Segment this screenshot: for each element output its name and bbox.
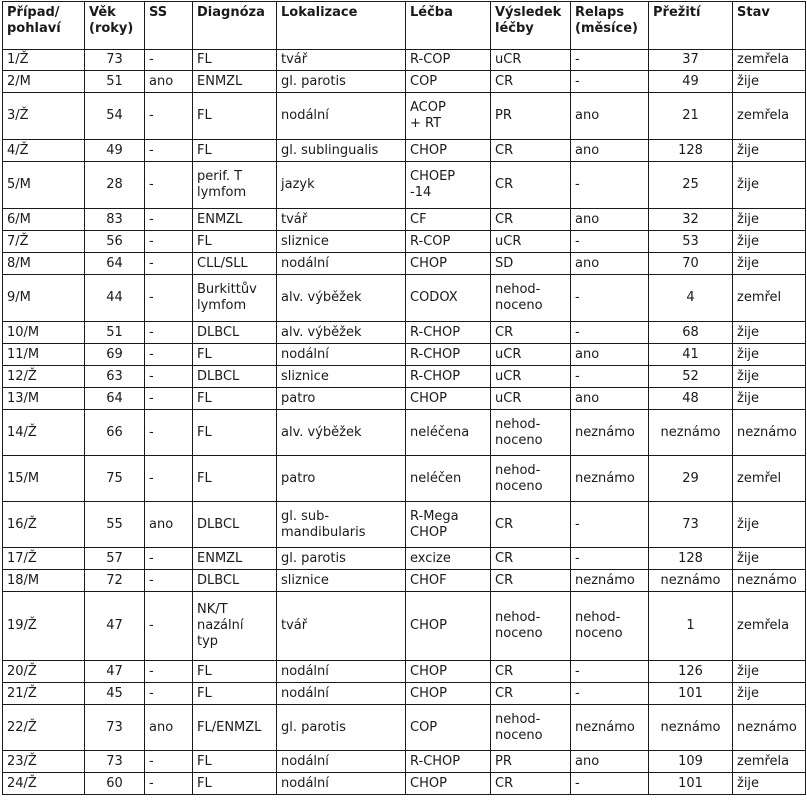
cell-age: 55 [85, 502, 145, 548]
cell-ss: - [145, 231, 193, 253]
cell-status: zemřela [733, 592, 806, 661]
cell-location: tvář [277, 592, 406, 661]
cell-survival: 126 [649, 661, 733, 683]
cell-status: zemřel [733, 456, 806, 502]
table-row [3, 773, 806, 795]
cell-result: CR [491, 773, 571, 795]
cell-ss: - [145, 253, 193, 275]
cell-ss: - [145, 93, 193, 140]
cell-age: 60 [85, 773, 145, 795]
cell-result: nehod- noceno [491, 456, 571, 502]
cell-survival: 128 [649, 140, 733, 162]
cell-relapse: - [571, 661, 649, 683]
cell-result: SD [491, 253, 571, 275]
cell-treatment: CODOX [406, 275, 491, 322]
cell-location: nodální [277, 661, 406, 683]
table-row [3, 231, 806, 253]
cell-age: 66 [85, 410, 145, 456]
cell-relapse: nehod- noceno [571, 592, 649, 661]
cell-case-sex: 13/M [3, 388, 85, 410]
cell-age: 54 [85, 93, 145, 140]
cell-location: nodální [277, 773, 406, 795]
cell-ss: - [145, 209, 193, 231]
cell-status: zemřela [733, 751, 806, 773]
column-header-diagnosis: Diagnóza [193, 2, 277, 50]
cell-diagnosis: FL [193, 773, 277, 795]
cell-result: uCR [491, 344, 571, 366]
table-row [3, 683, 806, 705]
cell-location: alv. výběžek [277, 410, 406, 456]
cell-relapse: - [571, 275, 649, 322]
cell-status: neznámo [733, 570, 806, 592]
cell-case-sex: 11/M [3, 344, 85, 366]
cell-age: 45 [85, 683, 145, 705]
cell-status: neznámo [733, 410, 806, 456]
cell-result: nehod- noceno [491, 275, 571, 322]
cell-location: gl. sublingualis [277, 140, 406, 162]
cell-location: sliznice [277, 231, 406, 253]
cell-relapse: - [571, 548, 649, 570]
cell-ss: - [145, 661, 193, 683]
patient-table [2, 1, 806, 795]
cell-status: zemřel [733, 275, 806, 322]
cell-ss: - [145, 751, 193, 773]
table-row [3, 322, 806, 344]
cell-case-sex: 18/M [3, 570, 85, 592]
cell-result: uCR [491, 366, 571, 388]
cell-survival: 37 [649, 50, 733, 71]
cell-result: uCR [491, 388, 571, 410]
cell-status: žije [733, 140, 806, 162]
cell-treatment: R-CHOP [406, 751, 491, 773]
cell-treatment: CHOP [406, 253, 491, 275]
cell-location: tvář [277, 50, 406, 71]
cell-relapse: ano [571, 344, 649, 366]
cell-relapse: - [571, 322, 649, 344]
cell-case-sex: 2/M [3, 71, 85, 93]
cell-relapse: neznámo [571, 456, 649, 502]
cell-age: 83 [85, 209, 145, 231]
table-row [3, 93, 806, 140]
cell-status: žije [733, 209, 806, 231]
cell-status: žije [733, 344, 806, 366]
cell-diagnosis: perif. T lymfom [193, 162, 277, 209]
cell-age: 47 [85, 592, 145, 661]
cell-result: PR [491, 93, 571, 140]
cell-location: nodální [277, 253, 406, 275]
cell-location: gl. parotis [277, 71, 406, 93]
cell-result: CR [491, 548, 571, 570]
cell-survival: 29 [649, 456, 733, 502]
cell-diagnosis: Burkittův lymfom [193, 275, 277, 322]
cell-survival: 48 [649, 388, 733, 410]
column-header-result: Výsledek léčby [491, 2, 571, 50]
table-row [3, 366, 806, 388]
cell-treatment: excize [406, 548, 491, 570]
cell-ss: - [145, 275, 193, 322]
cell-diagnosis: NK/T nazální typ [193, 592, 277, 661]
cell-status: žije [733, 71, 806, 93]
cell-result: CR [491, 140, 571, 162]
table-row [3, 751, 806, 773]
cell-case-sex: 5/M [3, 162, 85, 209]
cell-relapse: - [571, 50, 649, 71]
cell-case-sex: 16/Ž [3, 502, 85, 548]
cell-status: žije [733, 661, 806, 683]
cell-ss: ano [145, 71, 193, 93]
cell-ss: - [145, 366, 193, 388]
cell-result: nehod- noceno [491, 410, 571, 456]
cell-diagnosis: CLL/SLL [193, 253, 277, 275]
cell-status: žije [733, 253, 806, 275]
cell-age: 73 [85, 751, 145, 773]
cell-age: 47 [85, 661, 145, 683]
cell-status: žije [733, 683, 806, 705]
cell-age: 63 [85, 366, 145, 388]
cell-survival: 128 [649, 548, 733, 570]
cell-treatment: CHOP [406, 388, 491, 410]
cell-survival: neznámo [649, 570, 733, 592]
cell-case-sex: 1/Ž [3, 50, 85, 71]
table-body [3, 50, 806, 795]
cell-location: gl. sub- mandibularis [277, 502, 406, 548]
cell-age: 72 [85, 570, 145, 592]
cell-location: sliznice [277, 570, 406, 592]
cell-diagnosis: FL [193, 410, 277, 456]
cell-case-sex: 3/Ž [3, 93, 85, 140]
cell-survival: 41 [649, 344, 733, 366]
cell-case-sex: 6/M [3, 209, 85, 231]
column-header-ss: SS [145, 2, 193, 50]
cell-case-sex: 12/Ž [3, 366, 85, 388]
cell-age: 64 [85, 388, 145, 410]
cell-survival: 1 [649, 592, 733, 661]
table-row [3, 209, 806, 231]
cell-diagnosis: FL [193, 683, 277, 705]
cell-case-sex: 14/Ž [3, 410, 85, 456]
table-row [3, 661, 806, 683]
cell-survival: 21 [649, 93, 733, 140]
cell-age: 73 [85, 50, 145, 71]
cell-relapse: - [571, 231, 649, 253]
cell-location: nodální [277, 683, 406, 705]
cell-diagnosis: FL [193, 50, 277, 71]
cell-status: žije [733, 231, 806, 253]
cell-diagnosis: FL [193, 751, 277, 773]
cell-ss: - [145, 456, 193, 502]
cell-case-sex: 7/Ž [3, 231, 85, 253]
cell-relapse: ano [571, 140, 649, 162]
cell-ss: - [145, 140, 193, 162]
table-row [3, 502, 806, 548]
cell-survival: neznámo [649, 410, 733, 456]
cell-treatment: R-CHOP [406, 322, 491, 344]
header-row [3, 2, 806, 50]
column-header-survival: Přežití [649, 2, 733, 50]
cell-status: žije [733, 366, 806, 388]
cell-result: CR [491, 71, 571, 93]
table-row [3, 410, 806, 456]
cell-diagnosis: FL [193, 456, 277, 502]
cell-status: žije [733, 322, 806, 344]
column-header-relapse: Relaps (měsíce) [571, 2, 649, 50]
cell-location: patro [277, 388, 406, 410]
cell-relapse: - [571, 773, 649, 795]
cell-relapse: neznámo [571, 705, 649, 751]
cell-result: nehod- noceno [491, 705, 571, 751]
cell-ss: - [145, 410, 193, 456]
cell-case-sex: 17/Ž [3, 548, 85, 570]
cell-diagnosis: FL [193, 388, 277, 410]
cell-case-sex: 8/M [3, 253, 85, 275]
cell-result: CR [491, 162, 571, 209]
cell-location: sliznice [277, 366, 406, 388]
cell-treatment: CHOP [406, 683, 491, 705]
cell-age: 73 [85, 705, 145, 751]
column-header-status: Stav [733, 2, 806, 50]
cell-location: tvář [277, 209, 406, 231]
cell-location: patro [277, 456, 406, 502]
cell-age: 57 [85, 548, 145, 570]
cell-case-sex: 21/Ž [3, 683, 85, 705]
cell-survival: 109 [649, 751, 733, 773]
cell-relapse: ano [571, 388, 649, 410]
cell-ss: - [145, 162, 193, 209]
cell-status: žije [733, 388, 806, 410]
cell-result: CR [491, 502, 571, 548]
cell-treatment: ACOP + RT [406, 93, 491, 140]
cell-ss: - [145, 388, 193, 410]
cell-status: žije [733, 773, 806, 795]
table-row [3, 456, 806, 502]
cell-survival: neznámo [649, 705, 733, 751]
cell-status: žije [733, 548, 806, 570]
cell-treatment: CHOP [406, 773, 491, 795]
cell-treatment: neléčen [406, 456, 491, 502]
cell-result: CR [491, 322, 571, 344]
cell-treatment: R-Mega CHOP [406, 502, 491, 548]
cell-survival: 4 [649, 275, 733, 322]
cell-survival: 68 [649, 322, 733, 344]
cell-location: nodální [277, 344, 406, 366]
cell-survival: 70 [649, 253, 733, 275]
cell-ss: ano [145, 705, 193, 751]
cell-survival: 49 [649, 71, 733, 93]
cell-status: zemřela [733, 93, 806, 140]
cell-relapse: ano [571, 209, 649, 231]
cell-result: CR [491, 661, 571, 683]
cell-age: 56 [85, 231, 145, 253]
cell-status: zemřela [733, 50, 806, 71]
cell-age: 51 [85, 71, 145, 93]
cell-ss: - [145, 683, 193, 705]
cell-diagnosis: FL [193, 140, 277, 162]
cell-age: 69 [85, 344, 145, 366]
cell-ss: - [145, 570, 193, 592]
cell-case-sex: 4/Ž [3, 140, 85, 162]
cell-ss: - [145, 322, 193, 344]
cell-survival: 73 [649, 502, 733, 548]
cell-diagnosis: FL/ENMZL [193, 705, 277, 751]
cell-result: CR [491, 209, 571, 231]
cell-survival: 32 [649, 209, 733, 231]
cell-treatment: COP [406, 71, 491, 93]
cell-ss: - [145, 50, 193, 71]
cell-relapse: ano [571, 751, 649, 773]
cell-case-sex: 15/M [3, 456, 85, 502]
cell-diagnosis: ENMZL [193, 548, 277, 570]
cell-case-sex: 19/Ž [3, 592, 85, 661]
cell-age: 75 [85, 456, 145, 502]
cell-location: gl. parotis [277, 705, 406, 751]
table-row [3, 705, 806, 751]
cell-relapse: - [571, 366, 649, 388]
cell-case-sex: 20/Ž [3, 661, 85, 683]
cell-status: žije [733, 502, 806, 548]
cell-age: 51 [85, 322, 145, 344]
cell-location: alv. výběžek [277, 322, 406, 344]
cell-survival: 25 [649, 162, 733, 209]
table-row [3, 388, 806, 410]
cell-diagnosis: FL [193, 93, 277, 140]
cell-ss: - [145, 548, 193, 570]
cell-relapse: - [571, 683, 649, 705]
cell-ss: - [145, 344, 193, 366]
cell-treatment: CF [406, 209, 491, 231]
cell-diagnosis: ENMZL [193, 71, 277, 93]
cell-case-sex: 9/M [3, 275, 85, 322]
cell-treatment: CHOP [406, 140, 491, 162]
cell-relapse: neznámo [571, 570, 649, 592]
cell-diagnosis: FL [193, 661, 277, 683]
cell-case-sex: 10/M [3, 322, 85, 344]
cell-case-sex: 22/Ž [3, 705, 85, 751]
cell-result: uCR [491, 50, 571, 71]
table-row [3, 344, 806, 366]
cell-relapse: - [571, 162, 649, 209]
column-header-case-sex: Případ/ pohlaví [3, 2, 85, 50]
cell-relapse: - [571, 502, 649, 548]
cell-case-sex: 23/Ž [3, 751, 85, 773]
cell-age: 44 [85, 275, 145, 322]
cell-diagnosis: DLBCL [193, 570, 277, 592]
cell-result: PR [491, 751, 571, 773]
cell-treatment: neléčena [406, 410, 491, 456]
cell-location: alv. výběžek [277, 275, 406, 322]
cell-case-sex: 24/Ž [3, 773, 85, 795]
cell-location: nodální [277, 93, 406, 140]
cell-diagnosis: DLBCL [193, 502, 277, 548]
cell-result: CR [491, 683, 571, 705]
cell-diagnosis: FL [193, 231, 277, 253]
cell-survival: 101 [649, 773, 733, 795]
cell-treatment: CHOP [406, 592, 491, 661]
cell-diagnosis: DLBCL [193, 366, 277, 388]
table-row [3, 162, 806, 209]
cell-treatment: R-COP [406, 231, 491, 253]
cell-location: gl. parotis [277, 548, 406, 570]
cell-treatment: R-CHOP [406, 344, 491, 366]
table-row [3, 592, 806, 661]
cell-relapse: ano [571, 253, 649, 275]
cell-result: uCR [491, 231, 571, 253]
cell-result: nehod- noceno [491, 592, 571, 661]
cell-location: nodální [277, 751, 406, 773]
cell-result: CR [491, 570, 571, 592]
table-row [3, 275, 806, 322]
cell-treatment: R-COP [406, 50, 491, 71]
cell-survival: 53 [649, 231, 733, 253]
cell-diagnosis: FL [193, 344, 277, 366]
cell-treatment: CHOP [406, 661, 491, 683]
column-header-age: Věk (roky) [85, 2, 145, 50]
cell-status: žije [733, 162, 806, 209]
cell-ss: - [145, 592, 193, 661]
cell-diagnosis: DLBCL [193, 322, 277, 344]
cell-relapse: neznámo [571, 410, 649, 456]
table-row [3, 570, 806, 592]
table-row [3, 50, 806, 71]
table-row [3, 140, 806, 162]
cell-treatment: COP [406, 705, 491, 751]
cell-treatment: R-CHOP [406, 366, 491, 388]
cell-age: 28 [85, 162, 145, 209]
cell-relapse: ano [571, 93, 649, 140]
table-row [3, 253, 806, 275]
cell-age: 64 [85, 253, 145, 275]
cell-relapse: - [571, 71, 649, 93]
cell-diagnosis: ENMZL [193, 209, 277, 231]
table-row [3, 548, 806, 570]
cell-treatment: CHOEP -14 [406, 162, 491, 209]
cell-survival: 101 [649, 683, 733, 705]
column-header-treatment: Léčba [406, 2, 491, 50]
cell-treatment: CHOF [406, 570, 491, 592]
cell-ss: ano [145, 502, 193, 548]
cell-ss: - [145, 773, 193, 795]
cell-status: neznámo [733, 705, 806, 751]
cell-survival: 52 [649, 366, 733, 388]
cell-location: jazyk [277, 162, 406, 209]
cell-age: 49 [85, 140, 145, 162]
table-row [3, 71, 806, 93]
column-header-location: Lokalizace [277, 2, 406, 50]
